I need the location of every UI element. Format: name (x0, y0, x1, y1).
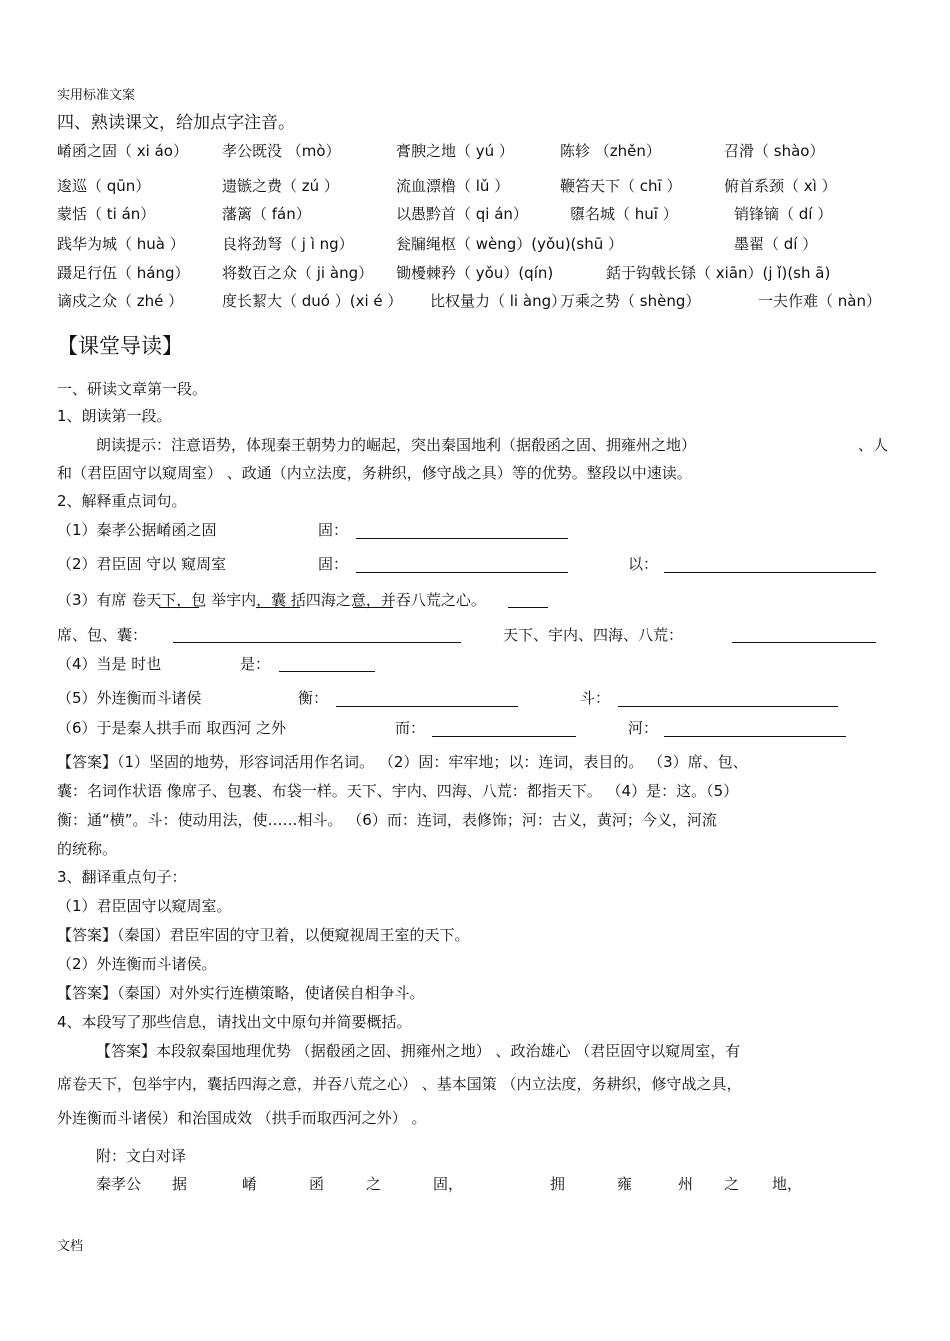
vocab-item: 以愚黔首（ qi án） (396, 205, 528, 223)
word: 拥 (550, 1175, 566, 1193)
word: 地， (772, 1175, 803, 1193)
answer-label: 固： (318, 521, 349, 539)
word: 秦孝公 (96, 1175, 142, 1193)
vocab-item: 隳名城（ huī ） (570, 205, 678, 223)
answer-blank[interactable] (356, 572, 568, 573)
appendix-title: 附：文白对译 (96, 1147, 187, 1165)
answer-label: 固： (318, 555, 349, 573)
word: 雍 (617, 1175, 633, 1193)
vocab-item: 逡巡（ qūn） (57, 177, 151, 195)
underline (256, 607, 300, 608)
vocab-item: 崤函之固（ xi áo） (57, 142, 188, 160)
section-title: 四、熟读课文，给加点字注音。 (57, 113, 295, 133)
answer-blank[interactable] (432, 736, 576, 737)
vocab-item: 将数百之众（ ji àng） (222, 264, 374, 282)
vocab-item: 墨翟（ dí ） (734, 235, 818, 253)
question: （5）外连衡而斗诸侯 (57, 689, 202, 707)
vocab-item: 銛于钩戟长铩（ xiān）(j ǐ)(sh ā) (606, 264, 831, 282)
answer-blank[interactable] (664, 736, 846, 737)
summary-text: 席卷天下，包举宇内，囊括四海之意，并吞八荒之心） 、基本国策 （内立法度，务耕织，修守战之具， (57, 1075, 742, 1093)
summary-text: 【答案】本段叙秦国地理优势 （据殽函之固、拥雍州之地） 、政治雄心 （君臣固守以窥周室，有 (96, 1042, 741, 1060)
answer-blank[interactable] (279, 671, 375, 672)
vocab-item: 藩篱（ fán） (222, 205, 311, 223)
answer-text: 【答案】（秦国）对外实行连横策略，使诸侯自相争斗。 (57, 984, 425, 1002)
paragraph: 一、研读文章第一段。 (57, 380, 208, 398)
vocab-item: 召滑（ shào） (724, 142, 825, 160)
vocab-item: 锄櫌棘矜（ yǒu）(qín) (396, 264, 554, 282)
vocab-item: 谪戍之众（ zhé ） (57, 292, 184, 310)
answer-blank[interactable] (618, 706, 838, 707)
underline (159, 607, 199, 608)
word: 之 (724, 1175, 740, 1193)
word: 之 (366, 1175, 382, 1193)
answer-text: 【答案】（秦国）君臣牢固的守卫着，以便窥视周王室的天下。 (57, 926, 470, 944)
vocab-item: 万乘之势（ shèng） (560, 292, 701, 310)
word: 函 (309, 1175, 325, 1193)
answer-label: 河： (628, 719, 659, 737)
vocab-item: 膏腴之地（ yú ） (396, 142, 514, 160)
vocab-item: 瓮牖绳枢（ wèng）(yǒu)(shū ） (396, 235, 624, 253)
word: 固， (433, 1175, 464, 1193)
question: （3）有席 卷天下，包 举宇内，囊 括四海之意，并吞八荒之心。 (57, 591, 486, 609)
sentence: （1）君臣固守以窥周室。 (57, 897, 232, 915)
vocab-item: 一夫作难（ nàn） (758, 292, 881, 310)
answer-label: 斗： (580, 689, 611, 707)
answer-label: 以： (628, 555, 659, 573)
answer-blank[interactable] (664, 572, 876, 573)
paragraph: 2、解释重点词句。 (57, 492, 187, 510)
page-footer: 文档 (57, 1239, 84, 1254)
reading-hint: 、人 (858, 436, 889, 454)
answer-blank[interactable] (173, 642, 461, 643)
vocab-item: 蹑足行伍（ háng） (57, 264, 190, 282)
vocab-item: 比权量力（ li àng） (430, 292, 567, 310)
vocab-item: 度长絜大（ duó ）(xi é ） (222, 292, 403, 310)
vocab-item: 践华为城（ huà ） (57, 235, 185, 253)
vocab-item: 俯首系颈（ xì ） (724, 177, 837, 195)
answer-text: 的统称。 (57, 840, 118, 858)
answer-label: 天下、宇内、四海、八荒： (503, 626, 684, 644)
vocab-item: 蒙恬（ ti án） (57, 205, 156, 223)
answer-label: 衡： (298, 689, 329, 707)
vocab-item: 孝公既没 （mò） (222, 142, 341, 160)
underline (508, 607, 548, 608)
underline (353, 607, 393, 608)
answer-blank[interactable] (336, 706, 518, 707)
question: （6）于是秦人拱手而 取西河 之外 (57, 719, 287, 737)
vocab-item: 遗镞之费（ zú ） (222, 177, 339, 195)
answer-text: 【答案】（1）坚固的地势，形容词活用作名词。 （2）固：牢牢地；以：连词，表目的。 （3）席、包、 (57, 753, 748, 771)
answer-text: 囊：名词作状语 像席子、包裹、布袋一样。天下、宇内、四海、八荒：都指天下。 （4）是：这。（5） (57, 782, 739, 800)
summary-text: 外连衡而斗诸侯）和治国成效 （拱手而取西河之外） 。 (57, 1109, 427, 1127)
answer-blank[interactable] (732, 642, 876, 643)
reading-hint: 和（君臣固守以窥周室） 、政通（内立法度，务耕织，修守战之具）等的优势。整段以中速读。 (57, 464, 692, 482)
vocab-item: 陈轸 （zhěn） (560, 142, 661, 160)
question: （1）秦孝公据崤函之固 (57, 521, 217, 539)
word: 州 (678, 1175, 694, 1193)
word: 崤 (242, 1175, 258, 1193)
answer-label: 席、包、囊： (57, 626, 148, 644)
answer-blank[interactable] (356, 538, 568, 539)
paragraph: 3、翻译重点句子： (57, 868, 187, 886)
vocab-item: 鞭笞天下（ chī ） (560, 177, 682, 195)
vocab-item: 销锋镝（ dí ） (734, 205, 833, 223)
reading-hint: 朗读提示：注意语势，体现秦王朝势力的崛起，突出秦国地利（据殽函之固、拥雍州之地） (96, 436, 697, 454)
answer-label: 是： (240, 655, 271, 673)
guide-heading: 【课堂导读】 (57, 334, 183, 358)
question: （4）当是 时也 (57, 655, 162, 673)
word: 据 (172, 1175, 188, 1193)
paragraph: 4、本段写了那些信息，请找出文中原句并简要概括。 (57, 1013, 412, 1031)
answer-text: 衡：通“横”。斗：使动用法，使……相斗。 （6）而：连词，表修饰；河：古义，黄河；今义，河流 (57, 811, 717, 829)
vocab-item: 流血漂橹（ lǔ ） (396, 177, 510, 195)
page-header: 实用标准文案 (57, 88, 136, 103)
paragraph: 1、朗读第一段。 (57, 407, 172, 425)
question: （2）君臣固 守以 窥周室 (57, 555, 227, 573)
sentence: （2）外连衡而斗诸侯。 (57, 955, 217, 973)
vocab-item: 良将劲弩（ j ì ng） (222, 235, 354, 253)
answer-label: 而： (395, 719, 426, 737)
